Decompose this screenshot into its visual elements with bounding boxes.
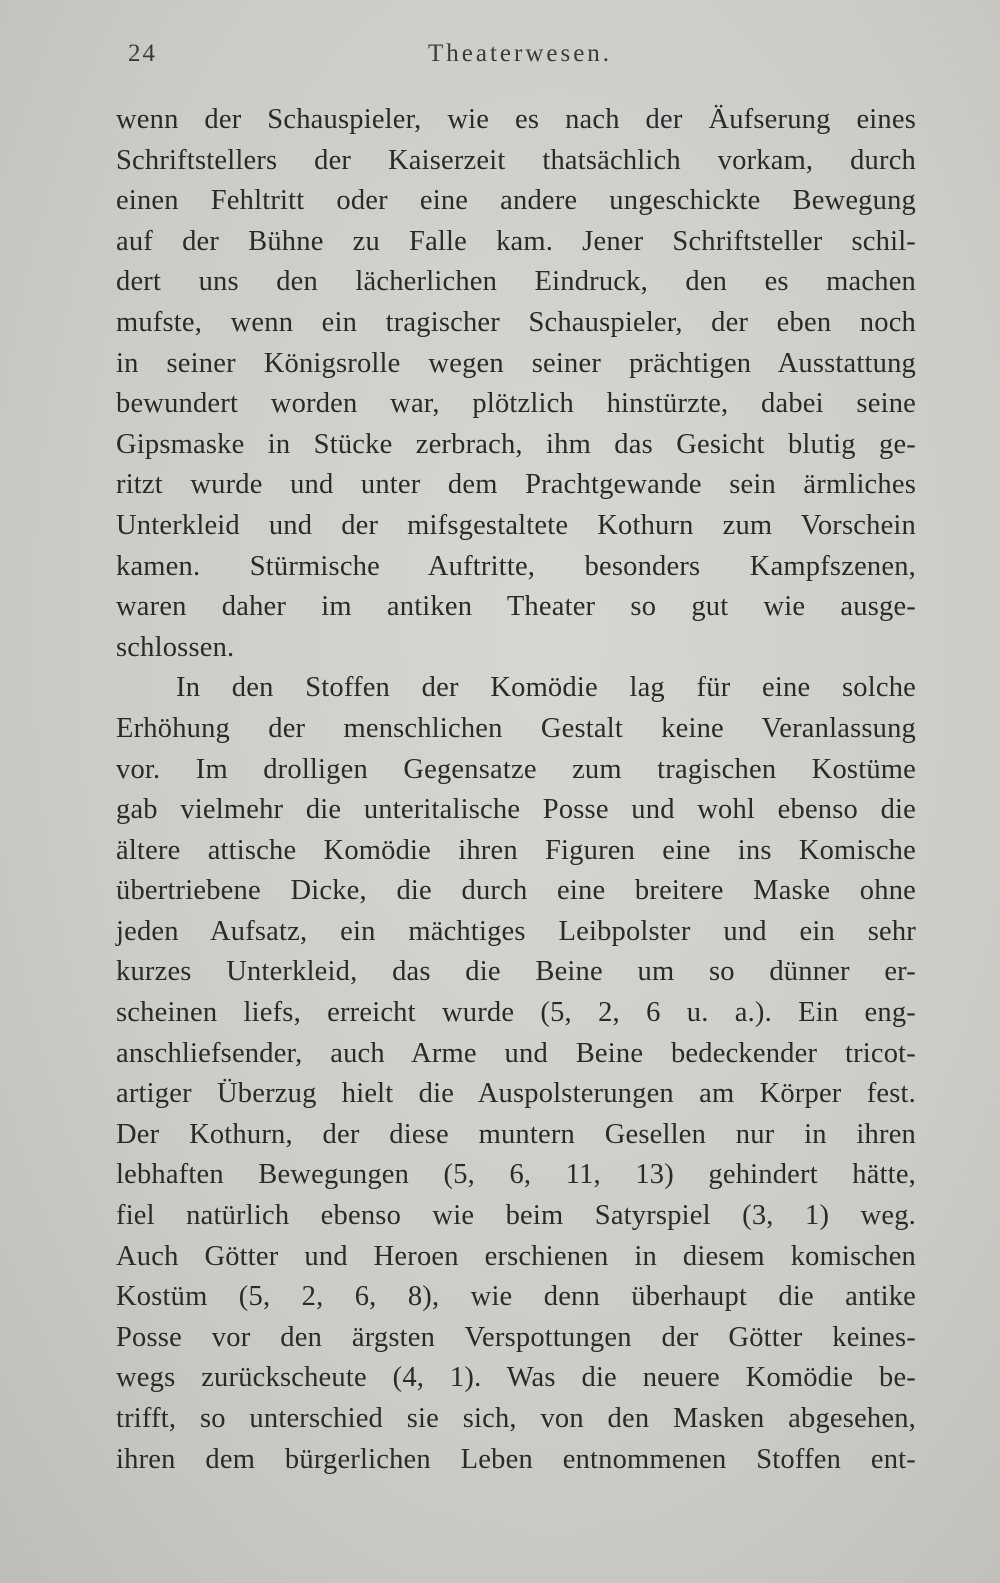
text-line: Schriftstellers der Kaiserzeit thatsächlich vorkam, durch: [116, 144, 916, 176]
text-line: trifft, so unterschied sie sich, von den Masken abgesehen,: [116, 1403, 916, 1434]
page-number: 24: [128, 40, 157, 67]
text-line: übertriebene Dicke, die durch eine breitere Maske ohne: [116, 875, 916, 907]
page-header: [128, 40, 918, 80]
text-line: scheinen liefs, erreicht wurde (5, 2, 6 u. a.). Ein eng-: [116, 997, 916, 1029]
text-line: gab vielmehr die unteritalische Posse und wohl ebenso die: [116, 794, 916, 826]
text-line: auf der Bühne zu Falle kam. Jener Schriftsteller schil-: [116, 225, 916, 257]
text-line: Erhöhung der menschlichen Gestalt keine Veranlassung: [116, 712, 916, 744]
text-line: vor. Im drolligen Gegensatze zum tragischen Kostüme: [116, 753, 916, 785]
text-line: Posse vor den ärgsten Verspottungen der Götter keines-: [116, 1321, 916, 1353]
text-line: anschliefsender, auch Arme und Beine bedeckender tricot-: [116, 1037, 916, 1069]
text-line: ihren dem bürgerlichen Leben entnommenen Stoffen ent-: [116, 1443, 916, 1475]
body-text: [116, 100, 916, 1480]
text-line: einen Fehltritt oder eine andere ungeschickte Bewegung: [116, 185, 916, 217]
text-line: wegs zurückscheute (4, 1). Was die neuere Komödie be-: [116, 1362, 916, 1394]
running-head: Theaterwesen.: [428, 40, 613, 67]
text-line: kamen. Stürmische Auftritte, besonders Kampfszenen,: [116, 550, 916, 582]
text-line: in seiner Königsrolle wegen seiner prächtigen Ausstattung: [116, 347, 916, 379]
text-line: Kostüm (5, 2, 6, 8), wie denn überhaupt die antike: [116, 1281, 916, 1313]
text-line: mufste, wenn ein tragischer Schauspieler, der eben noch: [116, 306, 916, 338]
text-line: Auch Götter und Heroen erschienen in diesem komischen: [116, 1240, 916, 1272]
text-line: wenn der Schauspieler, wie es nach der Äufserung eines: [116, 104, 916, 135]
text-line: lebhaften Bewegungen (5, 6, 11, 13) gehindert hätte,: [116, 1159, 916, 1191]
text-line: schlossen.: [116, 631, 235, 663]
text-line: Der Kothurn, der diese muntern Gesellen nur in ihren: [116, 1118, 916, 1150]
text-line: Gipsmaske in Stücke zerbrach, ihm das Gesicht blutig ge-: [116, 428, 916, 460]
text-line: Unterkleid und der mifsgestaltete Kothurn zum Vorschein: [116, 509, 916, 541]
text-line: artiger Überzug hielt die Auspolsterungen am Körper fest.: [116, 1078, 916, 1110]
text-line: waren daher im antiken Theater so gut wie ausge-: [116, 591, 916, 623]
text-line: bewundert worden war, plötzlich hinstürzte, dabei seine: [116, 388, 916, 420]
text-line: fiel natürlich ebenso wie beim Satyrspiel (3, 1) weg.: [116, 1200, 916, 1232]
text-line: jeden Aufsatz, ein mächtiges Leibpolster und ein sehr: [116, 915, 916, 947]
text-line: dert uns den lächerlichen Eindruck, den es machen: [116, 266, 916, 298]
text-line: kurzes Unterkleid, das die Beine um so dünner er-: [116, 956, 916, 988]
text-line: ritzt wurde und unter dem Prachtgewande sein ärmliches: [116, 469, 916, 501]
paragraph-start-line: In den Stoffen der Komödie lag für eine solche: [176, 672, 916, 704]
text-line: ältere attische Komödie ihren Figuren eine ins Komische: [116, 834, 916, 866]
